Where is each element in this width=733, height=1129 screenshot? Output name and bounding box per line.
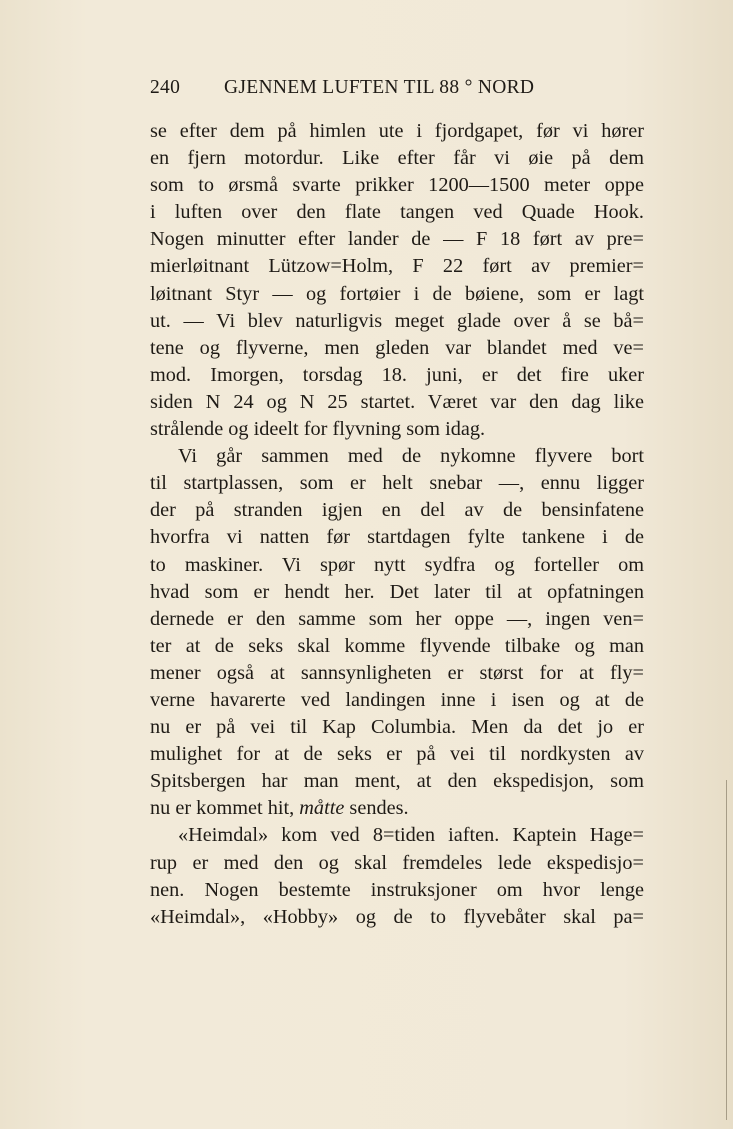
running-title: GJENNEM LUFTEN TIL 88 ° NORD: [224, 77, 535, 98]
text-line: Vi går sammen med de nykomne flyvere bort: [178, 445, 644, 468]
text-line: siden N 24 og N 25 startet. Været var den dag like: [150, 390, 644, 413]
text-line: dernede er den samme som her oppe —, ingen ven=: [150, 607, 644, 630]
text-line: se efter dem på himlen ute i fjordgapet, før vi hører: [150, 120, 644, 142]
body-text: [150, 118, 644, 931]
text-run: nu er kommet hit,: [150, 797, 295, 820]
text-line: [150, 795, 644, 822]
text-line: Nogen minutter efter lander de — F 18 ført av pre=: [150, 228, 644, 251]
text-line: rup er med den og skal fremdeles lede ekspedisjo=: [150, 851, 644, 874]
text-line: mierløitnant Lützow=Holm, F 22 ført av premier=: [150, 255, 644, 278]
text-line: mod. Imorgen, torsdag 18. juni, er det fire uker: [150, 363, 644, 386]
text-line: ter at de seks skal komme flyvende tilbake og man: [150, 634, 644, 657]
text-line: en fjern motordur. Like efter får vi øie på dem: [150, 147, 644, 170]
text-line: løitnant Styr — og fortøier i de bøiene, som er lagt: [150, 282, 644, 305]
running-header: [150, 77, 650, 99]
text-line: tene og flyverne, men gleden var blandet med ve=: [150, 336, 644, 359]
text-line: mener også at sannsynligheten er størst for at fly=: [150, 661, 644, 684]
text-line: til startplassen, som er helt snebar —, ennu ligger: [150, 472, 644, 495]
text-line: Spitsbergen har man ment, at den ekspedisjon, som: [150, 770, 644, 793]
text-line: to maskiner. Vi spør nytt sydfra og forteller om: [150, 553, 644, 576]
page-edge-line: [726, 780, 727, 1120]
text-line: verne havarerte ved landingen inne i isen og at de: [150, 688, 644, 711]
text-line: som to ørsmå svarte prikker 1200—1500 meter oppe: [150, 174, 644, 197]
text-line: «Heimdal» kom ved 8=tiden iaften. Kaptein Hage=: [178, 824, 644, 847]
text-run: sendes.: [349, 797, 409, 820]
italic-word: måtte: [299, 797, 345, 820]
text-line: strålende og ideelt for flyvning som idag.: [150, 418, 486, 441]
text-line: «Heimdal», «Hobby» og de to flyvebåter skal pa=: [150, 905, 644, 928]
text-line: ut. — Vi blev naturligvis meget glade over å se bå=: [150, 309, 644, 332]
text-line: nu er på vei til Kap Columbia. Men da det jo er: [150, 716, 644, 739]
text-line: der på stranden igjen en del av de bensinfatene: [150, 499, 644, 522]
text-line: hvorfra vi natten før startdagen fylte tankene i de: [150, 526, 644, 549]
text-line: i luften over den flate tangen ved Quade Hook.: [150, 201, 644, 224]
page-number: 240: [150, 77, 181, 98]
text-line: mulighet for at de seks er på vei til nordkysten av: [150, 743, 644, 766]
text-line: nen. Nogen bestemte instruksjoner om hvor lenge: [150, 878, 644, 901]
text-line: hvad som er hendt her. Det later til at opfatningen: [150, 580, 644, 603]
